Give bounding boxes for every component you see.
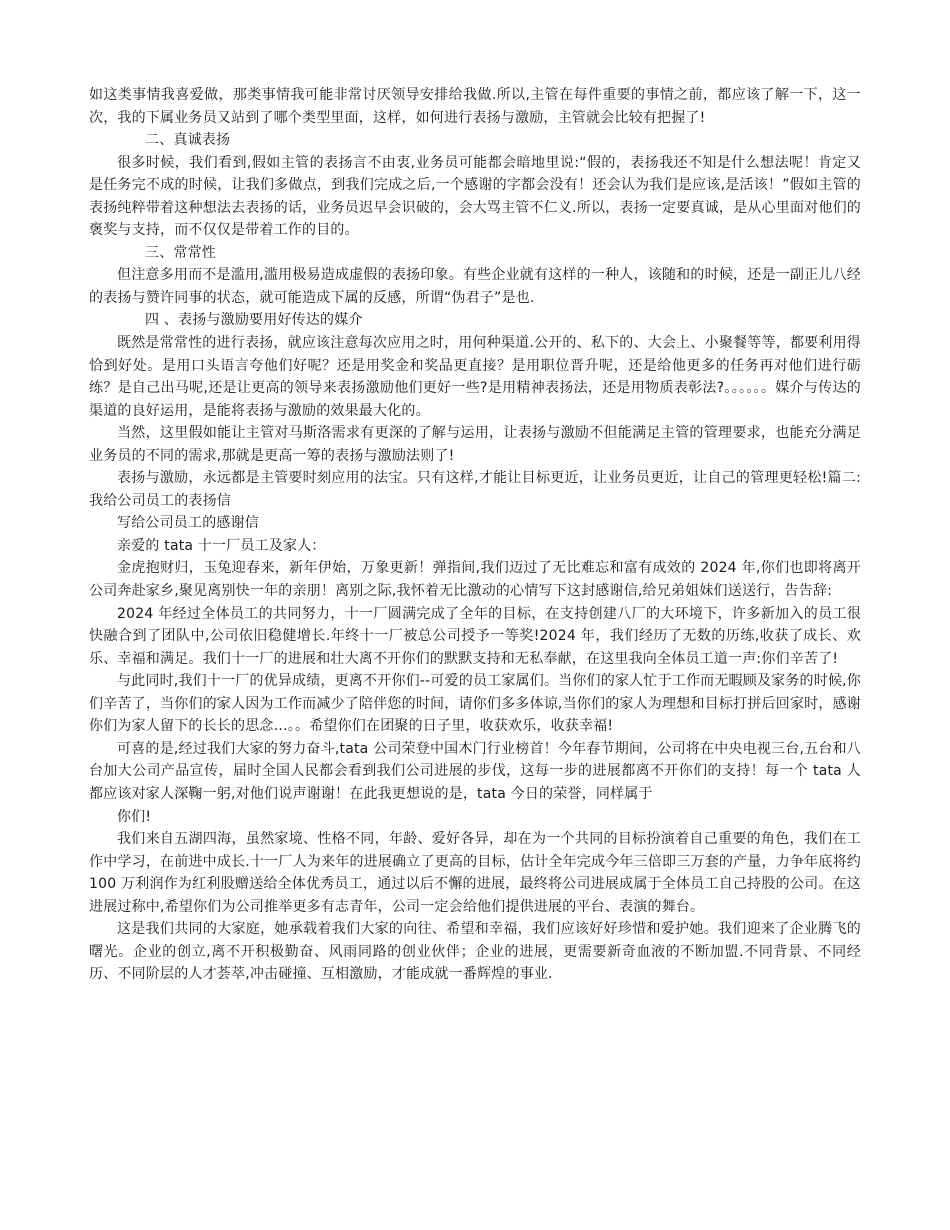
letter-title: 写给公司员工的感谢信 — [117, 515, 259, 532]
paragraph-industry-top: 可喜的是,经过我们大家的努力奋斗,tata 公司荣登中国木门行业榜首！今年春节期间，公司将在中央电视三台,五台和八台加大公司产品宣传，届时全国人民都会看到我们公司进展的步伐，这每一步的进展都离不开你们的支持！每一个 tata 人都应该对家人深鞠一躬,对他们说声谢谢！在此我更想说的是，tata 今日的荣誉，同样属于 — [89, 740, 861, 802]
paragraph-regularity: 但注意多用而不是滥用,滥用极易造成虚假的表扬印象。有些企业就有这样的一种人，该随和的时候，还是一副正儿八经的表扬与赞许同事的状态，就可能造成下属的反感，所谓“伪君子”是也. — [89, 267, 861, 306]
section-heading-2 — [89, 129, 861, 152]
section-heading-4 — [89, 309, 861, 332]
section-heading-3 — [89, 242, 861, 265]
paragraph-intro: 如这类事情我喜爱做，那类事情我可能非常讨厌领导安排给我做.所以,主管在每件重要的事情之前，都应该了解一下，这一次，我的下属业务员又站到了哪个类型里面，这样，如何进行表扬与激励，主管就会比较有把握了! — [89, 87, 861, 126]
section-number: 二、 — [145, 132, 174, 149]
section-number: 四 、 — [145, 312, 179, 329]
paragraph-goals: 我们来自五湖四海，虽然家境、性格不同，年龄、爱好各异，却在为一个共同的目标扮演着自己重要的角色，我们在工作中学习，在前进中成长.十一厂人为来年的进展确立了更高的目标，估计全年完成今年三倍即三万套的产量，力争年底将约 100 万利润作为红利股赠送给全体优秀员工，通过以后不懈的进展，最终将公司进展成属于全体员工自己持股的公司。在这进展过称中,希望你们为公司推举更多有志青年，公司一定会给他们提供进展的平台、表演的舞台。 — [89, 831, 861, 915]
paragraph-maslow: 当然，这里假如能让主管对马斯洛需求有更深的了解与运用，让表扬与激励不但能满足主管的管理要求，也能充分满足业务员的不同的需求,那就是更高一筹的表扬与激励法则了! — [89, 425, 861, 464]
section-title: 真诚表扬 — [173, 132, 231, 149]
letter-salutation: 亲爱的 tata 十一厂员工及家人： — [117, 537, 326, 554]
section-title: 常常性 — [173, 244, 217, 261]
document-body — [89, 84, 861, 986]
paragraph-family-home: 这是我们共同的大家庭，她承载着我们大家的向往、希望和幸福，我们应该好好珍惜和爱护她。我们迎来了企业腾飞的曙光。企业的创立,离不开积极勤奋、风雨同路的创业伙伴；企业的进展，更需要新奇血液的不断加盟.不同背景、不同经历、不同阶层的人才荟萃,冲击碰撞、互相激励，才能成就一番辉煌的事业. — [89, 921, 861, 983]
paragraph-achievements: 2024 年经过全体员工的共同努力，十一厂圆满完成了全年的目标，在支持创建八厂的大环境下，许多新加入的员工很快融合到了团队中,公司依旧稳健增长.年终十一厂被总公司授予一等奖!2024 年，我们经历了无数的历练,收获了成长、欢乐、幸福和满足。我们十一厂的进展和壮大离不开你们的默默支持和无私奉献，在这里我向全体员工道一声:你们辛苦了! — [89, 605, 861, 667]
paragraph-conclusion: 表扬与激励，永远都是主管要时刻应用的法宝。只有这样,才能让目标更近，让业务员更近，让自己的管理更轻松!篇二:我给公司员工的表扬信 — [89, 470, 861, 509]
paragraph-new-year: 金虎抱财归，玉兔迎春来，新年伊始，万象更新！弹指间,我们迈过了无比难忘和富有成效的 2024 年,你们也即将离开公司奔赴家乡,聚见离别快一年的亲朋！离别之际,我怀着无比激动的心情写下这封感谢信,给兄弟姐妹们送送行，告告辞: — [89, 560, 861, 600]
section-title: 表扬与激励要用好传达的媒介 — [178, 312, 363, 329]
paragraph-sincere-praise: 很多时候，我们看到,假如主管的表扬言不由衷,业务员可能都会暗地里说:“假的，表扬我还不知是什么想法呢！肯定又是任务完不成的时候，让我们多做点，到我们完成之后,一个感谢的字都会没有！还会认为我们是应该,是活该！”假如主管的表扬纯粹带着这种想法去表扬的话，业务员迟早会识破的，会大骂主管不仁义.所以，表扬一定要真诚，是从心里面对他们的褒奖与支持，而不仅仅是带着工作的目的。 — [89, 154, 861, 239]
paragraph-you: 你们! — [117, 808, 152, 825]
section-number: 三、 — [145, 244, 174, 261]
paragraph-media: 既然是常常性的进行表扬，就应该注意每次应用之时，用何种渠道.公开的、私下的、大会上、小聚餐等等，都要利用得恰到好处。是用口头语言夸他们好呢？还是用奖金和奖品更直接？是用职位晋升呢，还是给他更多的任务再对他们进行砺练？是自己出马呢,还是让更高的领导来表扬激励他们更好一些?是用精神表扬法，还是用物质表彰法?。。。。。。媒介与传达的渠道的良好运用，是能将表扬与激励的效果最大化的。 — [89, 335, 861, 419]
paragraph-families: 与此同时,我们十一厂的优异成绩，更离不开你们--可爱的员工家属们。当你们的家人忙于工作而无暇顾及家务的时候,你们辛苦了，当你们的家人因为工作而减少了陪伴您的时间，请你们多多体谅,当你们的家人为理想和目标打拼后回家时，感谢你们为家人留下的长长的思念…。。希望你们在团聚的日子里，收获欢乐，收获幸福! — [89, 673, 862, 735]
